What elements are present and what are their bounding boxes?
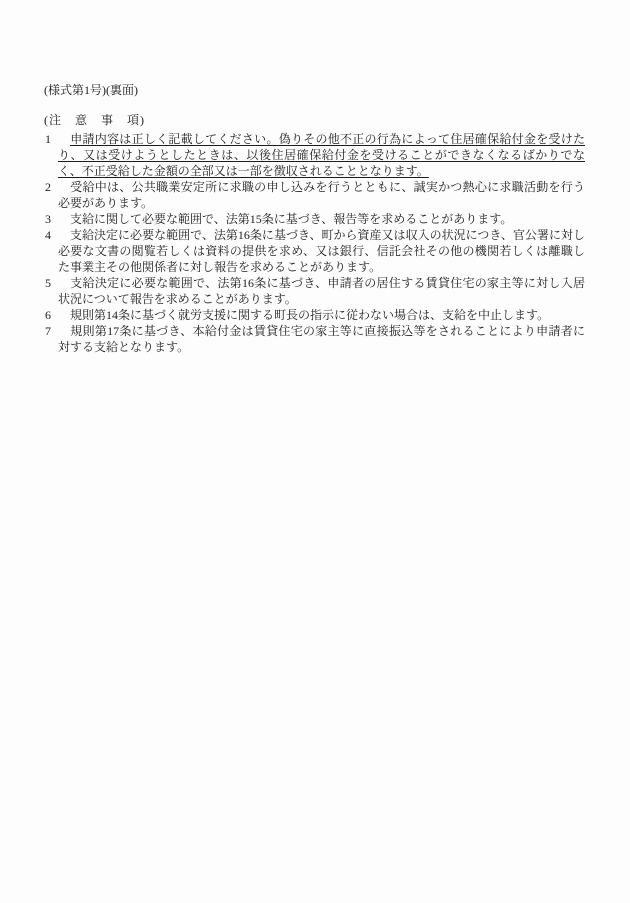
note-number: 1 — [45, 132, 51, 146]
note-text: 支給に関して必要な範囲で、法第15条に基づき、報告等を求めることがあります。 — [70, 212, 513, 226]
note-number: 6 — [45, 308, 51, 322]
note-number: 7 — [45, 324, 51, 338]
note-number: 4 — [45, 228, 51, 242]
note-text: 支給決定に必要な範囲で、法第16条に基づき、町から資産又は収入の状況につき、官公署に対し必要な文書の閲覧若しくは資料の提供を求め、又は銀行、信託会社その他の機関若しくは離職した事業主その他関係者に対し報告を求めることがあります。 — [58, 228, 585, 274]
note-text: 受給中は、公共職業安定所に求職の申し込みを行うとともに、誠実かつ熱心に求職活動を行う必要があります。 — [58, 180, 585, 210]
note-number: 3 — [45, 212, 51, 226]
note-text: 規則第17条に基づき、本給付金は賃貸住宅の家主等に直接振込等をされることにより申請者に対する支給となります。 — [58, 324, 585, 354]
note-item-4 — [45, 227, 585, 275]
note-item-1 — [45, 131, 585, 179]
notes-list — [45, 131, 585, 355]
note-item-2 — [45, 179, 585, 211]
form-style-label: (様式第1号)(裏面) — [44, 83, 138, 97]
note-item-3 — [45, 211, 585, 227]
note-text: 支給決定に必要な範囲で、法第16条に基づき、申請者の居住する賃貸住宅の家主等に対し入居状況について報告を求めることがあります。 — [58, 276, 585, 306]
note-number: 2 — [45, 180, 51, 194]
note-text: 申請内容は正しく記載してください。偽りその他不正の行為によって住居確保給付金を受けたり、又は受けようとしたときは、以後住居確保給付金を受けることができなくなるばかりでなく、不正受給した金額の全部又は一部を徴収されることとなります。 — [58, 132, 585, 178]
note-item-6 — [45, 307, 585, 323]
notes-section-title: (注 意 事 項) — [44, 113, 145, 127]
note-text: 規則第14条に基づく就労支援に関する町長の指示に従わない場合は、支給を中止します。 — [70, 308, 550, 322]
note-item-5 — [45, 275, 585, 307]
note-number: 5 — [45, 276, 51, 290]
note-item-7 — [45, 323, 585, 355]
